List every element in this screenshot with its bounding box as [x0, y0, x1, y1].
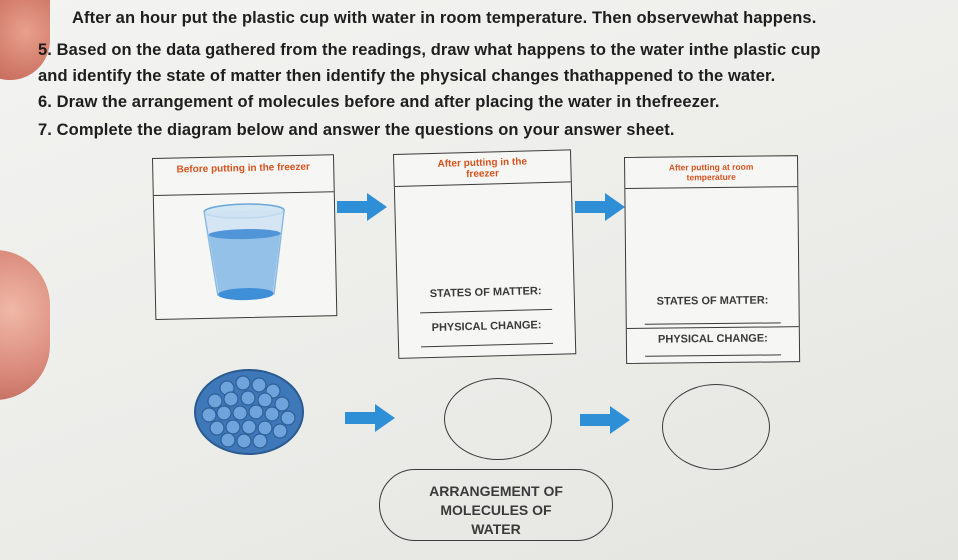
ice-molecules-icon [193, 368, 305, 456]
molecule-drawing-circle-room [662, 384, 770, 470]
box-divider [627, 326, 799, 329]
finger-left [0, 250, 50, 400]
after-freezer-box [393, 149, 576, 359]
after-freezer-title: After putting in the freezer [437, 156, 528, 181]
arrow-right-icon [580, 406, 630, 434]
box-divider [395, 181, 571, 187]
box-divider [625, 186, 797, 189]
instruction-line-2: 5. Based on the data gathered from the readings, draw what happens to the water inthe plastic cup [38, 41, 821, 59]
arrow-right-icon [345, 404, 395, 432]
before-freezer-box [152, 154, 337, 320]
states-of-matter-label: STATES OF MATTER: [429, 285, 542, 301]
arrow-right-icon [337, 193, 387, 221]
physical-change-label: PHYSICAL CHANGE: [431, 319, 542, 335]
instruction-line-3: and identify the state of matter then identify the physical changes thathappened to the water. [38, 67, 776, 85]
room-temperature-title: After putting at room temperature [668, 161, 754, 183]
arrangement-line-3: WATER [471, 521, 521, 537]
box-divider [154, 191, 334, 196]
answer-line [421, 343, 553, 347]
instruction-line-5: 7. Complete the diagram below and answer the questions on your answer sheet. [38, 121, 675, 139]
arrangement-label [379, 469, 613, 541]
answer-line [420, 309, 552, 313]
room-temperature-box [624, 155, 800, 364]
molecule-drawing-circle-freezer [444, 378, 552, 460]
before-freezer-title: Before putting in the freezer [176, 161, 311, 176]
arrangement-line-2: MOLECULES OF [440, 502, 552, 518]
plastic-cup-icon [198, 200, 292, 306]
arrangement-line-1: ARRANGEMENT OF [429, 483, 563, 499]
instruction-line-4: 6. Draw the arrangement of molecules before and after placing the water in thefreezer. [38, 93, 720, 111]
physical-change-label: PHYSICAL CHANGE: [657, 332, 768, 346]
answer-line [645, 354, 781, 356]
states-of-matter-label: STATES OF MATTER: [656, 294, 769, 308]
answer-line [645, 322, 781, 324]
instruction-line-1: After an hour put the plastic cup with water in room temperature. Then observewhat happens. [72, 9, 817, 27]
arrow-right-icon [575, 193, 625, 221]
